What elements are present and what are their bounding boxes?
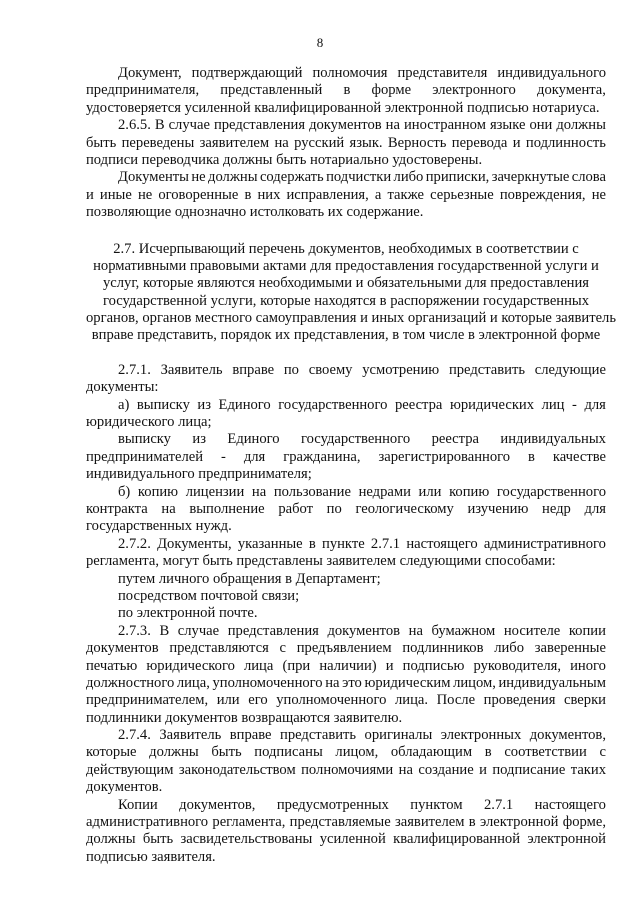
word: соответствии <box>504 744 587 761</box>
word: на <box>408 622 423 639</box>
paragraph <box>86 727 606 797</box>
word: Документ, <box>118 65 182 81</box>
word: его <box>248 692 268 709</box>
text-line <box>86 65 606 82</box>
word: подлинность <box>525 134 606 151</box>
word: регламента, <box>212 814 286 831</box>
word: представленный <box>220 82 323 99</box>
word: перевода <box>451 134 508 151</box>
word: 2.7.2. <box>118 535 151 552</box>
word: Заявитель <box>159 727 222 744</box>
word: русский <box>294 134 345 151</box>
word: это <box>342 674 362 691</box>
text-line: государственных нужд. <box>86 518 232 535</box>
text-line: позволяющие однозначно истолковать их содержание. <box>86 204 424 221</box>
word: не <box>191 169 206 186</box>
word: индивидуального <box>497 65 606 81</box>
word: электронной <box>479 814 559 831</box>
word: Единого <box>218 396 271 413</box>
word: носителе <box>503 622 561 639</box>
word: быть <box>86 134 117 151</box>
word: либо <box>494 640 525 657</box>
text-line: посредством почтовой связи; <box>118 587 300 604</box>
text-line <box>86 449 606 466</box>
text-line <box>86 831 606 848</box>
word: выписку <box>118 431 171 448</box>
word: из <box>192 431 206 448</box>
text-line <box>86 431 606 448</box>
text-line <box>86 397 606 414</box>
word: изучению <box>467 500 529 517</box>
word: 2.7.4. <box>118 727 151 744</box>
word: действующим <box>86 761 174 778</box>
word: пункте <box>322 535 365 552</box>
word: лицом, <box>453 674 496 691</box>
word: электронного <box>432 82 516 99</box>
word: государственного <box>301 431 411 448</box>
word: подтверждающий <box>191 65 303 81</box>
word: на <box>251 483 267 500</box>
text-line: подлинники документов возвращаются заявителю. <box>86 709 403 726</box>
word: или <box>418 483 442 500</box>
word: предпринимателя, <box>86 82 200 99</box>
word: предъявлением <box>296 640 392 657</box>
text-line: подписи переводчика должны быть нотариально удостоверены. <box>86 151 483 168</box>
word: работ <box>278 500 313 517</box>
word: подписание <box>492 761 566 778</box>
paragraph <box>86 397 606 432</box>
word: предпринимателем, <box>86 692 209 709</box>
text-line <box>86 727 606 744</box>
paragraph <box>86 536 606 571</box>
word: усмотрению <box>362 361 440 378</box>
word: иного <box>570 657 606 674</box>
text-line: документы: <box>86 379 159 396</box>
word: представляемые <box>289 814 391 831</box>
word: руководителя, <box>473 657 561 674</box>
word: предпринимателей <box>86 448 204 465</box>
word: приписки, <box>425 169 490 186</box>
word: и <box>512 134 521 151</box>
word: форме <box>371 82 412 99</box>
word: полномочия <box>312 65 388 81</box>
word: должны <box>556 117 606 134</box>
word: представления <box>213 117 306 134</box>
text-line <box>86 658 606 675</box>
paragraph <box>86 484 606 536</box>
word: лицом, <box>335 744 379 761</box>
word: пользование <box>273 483 351 500</box>
text-line <box>86 744 606 761</box>
word: подписью <box>402 657 465 674</box>
word: должны <box>86 831 136 848</box>
word: в <box>308 535 316 552</box>
paragraph <box>86 623 606 727</box>
word: а <box>374 186 382 203</box>
word: 2.7.1 <box>484 796 514 813</box>
paragraph <box>86 571 606 588</box>
word: полномочиями <box>301 761 394 778</box>
word: своему <box>308 361 353 378</box>
word: уполномоченного <box>212 674 323 691</box>
section-heading <box>86 240 616 345</box>
word: представить <box>280 727 357 744</box>
word: указанные <box>237 535 303 552</box>
word: заявителем <box>199 134 270 151</box>
word: копии <box>568 622 606 639</box>
word: реестра <box>394 396 443 413</box>
word: обладающим <box>390 744 473 761</box>
word: или <box>216 692 240 709</box>
word: Единого <box>227 431 280 448</box>
text-line <box>86 692 606 709</box>
paragraph <box>86 797 606 867</box>
text-line <box>86 501 606 518</box>
word: сверки <box>564 692 606 709</box>
word: юридического <box>146 657 235 674</box>
word: исправления, <box>286 186 369 203</box>
word: засвидетельствованы <box>180 831 313 848</box>
word: оригиналы <box>364 727 433 744</box>
word: государственного <box>278 396 388 413</box>
word: 2.7.1 <box>370 535 401 552</box>
paragraph <box>86 362 606 397</box>
text-line <box>86 640 606 657</box>
word: переведены <box>121 134 195 151</box>
word: геологическому <box>355 500 454 517</box>
word: лицензии <box>185 483 245 500</box>
word: проведения <box>483 692 556 709</box>
word: которые <box>86 744 137 761</box>
word: подписаны <box>254 744 323 761</box>
word: В <box>159 622 170 639</box>
word: не <box>137 186 153 203</box>
word: административного <box>86 814 209 831</box>
word: для <box>584 500 606 517</box>
word: случае <box>168 117 210 134</box>
word: повреждения, <box>499 186 586 203</box>
paragraph <box>86 431 606 483</box>
word: - <box>572 396 577 413</box>
word: них <box>257 186 281 203</box>
word: язык. <box>349 134 383 151</box>
word: в <box>468 814 476 831</box>
word: б) <box>118 483 131 500</box>
word: представляются <box>169 640 269 657</box>
word: копию <box>449 483 490 500</box>
word: Документы, <box>157 535 232 552</box>
text-line <box>86 117 606 134</box>
word: иностранном <box>403 117 486 134</box>
word: документов, <box>179 796 256 813</box>
text-line <box>86 362 606 379</box>
word: на <box>274 134 289 151</box>
word: вправе <box>229 727 272 744</box>
word: в <box>244 186 252 203</box>
word: юридическим <box>364 674 451 691</box>
word: (при <box>282 657 311 674</box>
page-number: 8 <box>316 35 324 50</box>
word: лица, <box>176 674 210 691</box>
word: электронных <box>440 727 522 744</box>
word: оговоренные <box>158 186 239 203</box>
paragraph <box>86 588 606 605</box>
word: заверенные <box>534 640 606 657</box>
word: печатью <box>86 657 138 674</box>
word: случае <box>177 622 220 639</box>
text-line: путем личного обращения в Департамент; <box>118 570 381 587</box>
word: либо <box>393 169 424 186</box>
word: и <box>86 186 94 203</box>
word: для <box>584 396 606 413</box>
word: должностного <box>86 674 175 691</box>
word: на <box>385 117 400 134</box>
word: зачеркнутые <box>491 169 570 186</box>
text-line: органов, органов местного самоуправления и иных организаций и которые заявитель <box>86 310 616 327</box>
text-line <box>86 675 606 692</box>
text-line: удостоверяется усиленной квалифицированной электронной подписью нотариуса. <box>86 99 600 116</box>
word: представителя <box>397 65 488 81</box>
word: копию <box>137 483 179 500</box>
word: выписку <box>136 396 190 413</box>
word: из <box>197 396 211 413</box>
text-line: по электронной почте. <box>118 605 258 622</box>
word: Документы <box>118 169 189 186</box>
word: таких <box>570 761 606 778</box>
word: лиц <box>541 396 565 413</box>
word: они <box>529 117 553 134</box>
word: на <box>161 500 176 517</box>
word: недр <box>542 500 571 517</box>
word: настоящего <box>534 796 606 813</box>
word: вправе <box>232 361 275 378</box>
text-line <box>86 135 606 152</box>
word: подчистки <box>326 169 392 186</box>
word: не <box>591 186 606 203</box>
text-line <box>86 762 606 779</box>
word: заявителем <box>394 814 465 831</box>
word: также <box>387 186 424 203</box>
word: уполномоченного <box>276 692 387 709</box>
word: В <box>154 117 165 134</box>
text-line: услуг, которые являются необходимыми и обязательными для предоставления <box>102 275 590 292</box>
word: юридических <box>449 396 535 413</box>
word: недрами <box>358 483 411 500</box>
text-line: 2.7. Исчерпывающий перечень документов, необходимых в соответствии с <box>113 240 579 257</box>
word: на <box>398 761 413 778</box>
text-line: государственной услуги, которые находятся в распоряжении государственных <box>102 292 590 309</box>
text-line <box>86 536 606 553</box>
word: а) <box>118 396 130 413</box>
word: предусмотренных <box>276 796 389 813</box>
word: в <box>528 448 535 465</box>
word: административного <box>483 535 606 552</box>
word: серьезные <box>430 186 494 203</box>
word: зарегистрированного <box>378 448 511 465</box>
word: После <box>436 692 476 709</box>
word: пунктом <box>410 796 463 813</box>
word: 2.7.1. <box>118 361 151 378</box>
word: с <box>279 640 287 657</box>
word: по <box>283 361 299 378</box>
word: содержать <box>259 169 324 186</box>
text-line <box>86 82 606 99</box>
word: иные <box>99 186 132 203</box>
text-line: юридического лица; <box>86 414 212 431</box>
text-line: документов. <box>86 779 163 796</box>
spacer <box>86 345 606 362</box>
paragraph <box>86 605 606 622</box>
text-line: вправе представить, порядок их представления, в том числе в электронной форме <box>91 327 601 344</box>
word: и <box>385 657 394 674</box>
word: быть <box>211 744 242 761</box>
word: должны <box>208 169 258 186</box>
word: должны <box>149 744 199 761</box>
text-line <box>86 797 606 814</box>
word: - <box>220 448 226 465</box>
word: государственного <box>496 483 606 500</box>
word: следующие <box>534 361 606 378</box>
word: наличии) <box>319 657 377 674</box>
word: для <box>243 448 266 465</box>
word: гражданина, <box>283 448 361 465</box>
word: и <box>479 761 487 778</box>
word: по <box>326 500 342 517</box>
word: представления <box>227 622 319 639</box>
word: форме, <box>562 814 606 831</box>
word: подлинников <box>402 640 484 657</box>
word: лица. <box>394 692 429 709</box>
word: Верность <box>387 134 447 151</box>
text-line: подписью заявителя. <box>86 848 216 865</box>
word: лица <box>243 657 274 674</box>
word: документов, <box>529 727 606 744</box>
word: документов <box>86 640 159 657</box>
paragraph <box>86 169 606 221</box>
word: с <box>599 744 606 761</box>
paragraph <box>86 117 606 169</box>
word: контракта <box>86 500 148 517</box>
paragraph <box>86 65 606 117</box>
word: на <box>325 674 340 691</box>
word: реестра <box>431 431 479 448</box>
word: электронной <box>527 831 606 848</box>
text-line <box>86 187 606 204</box>
word: законодательством <box>178 761 296 778</box>
word: выполнение <box>189 500 265 517</box>
word: представить <box>448 361 526 378</box>
text-line: индивидуального предпринимателя; <box>86 466 312 483</box>
word: усиленной <box>319 831 386 848</box>
word: слова <box>571 169 606 186</box>
text-line <box>86 169 606 186</box>
word: индивидуальным <box>498 674 606 691</box>
text-line <box>86 623 606 640</box>
word: языке <box>489 117 526 134</box>
word: документов <box>327 622 401 639</box>
text-line <box>86 484 606 501</box>
word: в <box>484 744 492 761</box>
word: Копии <box>118 796 158 813</box>
word: индивидуальных <box>500 431 606 448</box>
document-body <box>86 65 616 866</box>
word: Заявитель <box>160 361 223 378</box>
text-line: нормативными правовыми актами для предоставления государственной услуги и <box>93 257 599 274</box>
spacer <box>86 222 606 241</box>
word: документа, <box>537 82 606 99</box>
text-line: регламента, могут быть представлены заявителем следующими способами: <box>86 553 556 570</box>
text-line <box>86 814 606 831</box>
word: создание <box>418 761 474 778</box>
word: настоящего <box>406 535 478 552</box>
word: быть <box>142 831 174 848</box>
word: 2.7.3. <box>118 622 151 639</box>
word: документов <box>309 117 382 134</box>
word: качестве <box>552 448 606 465</box>
word: бумажном <box>431 622 496 639</box>
word: 2.6.5. <box>118 117 151 134</box>
word: в <box>343 82 351 99</box>
word: квалифицированной <box>393 831 521 848</box>
